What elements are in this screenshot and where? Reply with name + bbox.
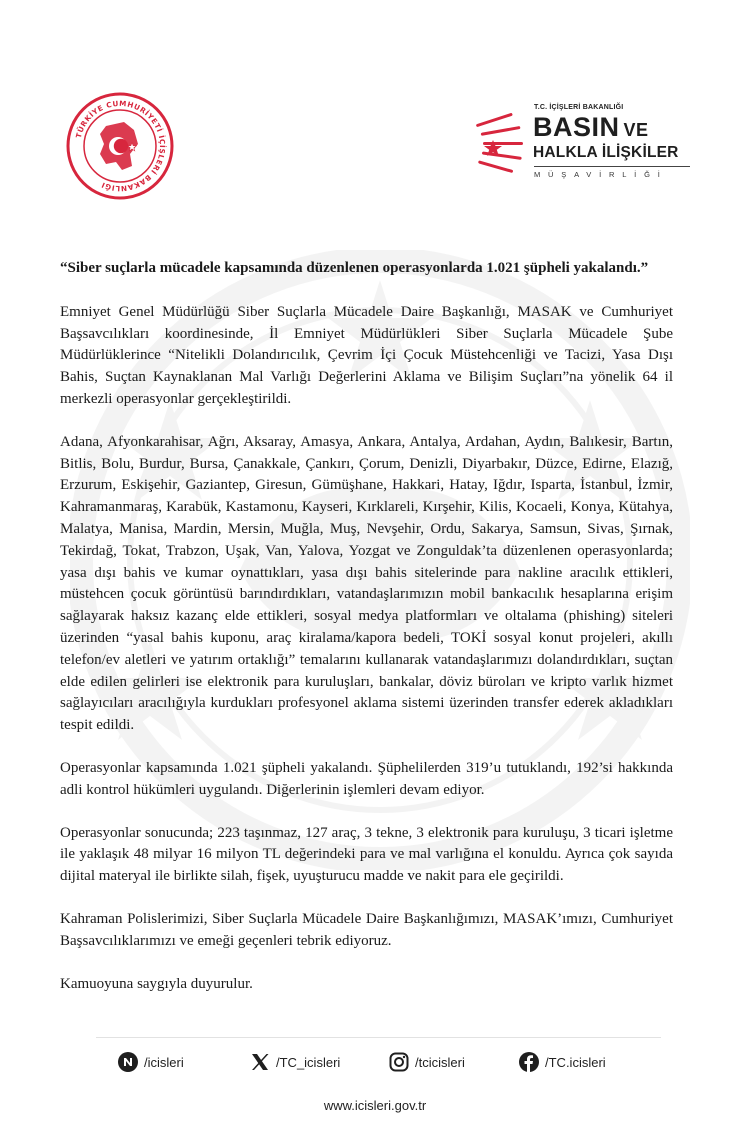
footer-divider (96, 1037, 661, 1038)
brand-title-small: VE (623, 120, 649, 140)
brand-title-line1 (533, 112, 649, 143)
social-link-x[interactable] (250, 1052, 340, 1072)
paragraph-intro: Emniyet Genel Müdürlüğü Siber Suçlarla Mücadele Daire Başkanlığı, MASAK ve Cumhuriyet Başsavcılıkları koordinesinde, İl Emniyet Müdürlükleri Siber Suçlarla Mücadele Şube Müdürlüklerince “Nitelikli Dolandırıcılık, Çevrim İçi Çocuk Müstehcenliği ve Tacizi, Yasa Dışı Bahis, Suçtan Kaynaklanan Mal Varlığı Değerlerini Aklama ve Bilişim Suçları”na yönelik 64 il merkezli operasyonlar gerçekleştirildi. (60, 303, 673, 407)
social-handle-x: /TC_icisleri (276, 1054, 341, 1070)
crescent-star-rays-icon (447, 106, 525, 186)
social-link-nsosyal[interactable] (118, 1052, 184, 1072)
brand-title-line2: HALKLA İLİŞKİLER (533, 144, 679, 161)
brand-title-main: BASIN (533, 112, 620, 142)
paragraph-seizures: Operasyonlar sonucunda; 223 taşınmaz, 127 araç, 3 tekne, 3 elektronik para kuruluşu, 3 ticari işletme ile yaklaşık 48 milyar 16 milyon TL değerindeki para ve mal varlığına el konuldu. Ayrıca çok sayıda dijital materyal ile birlikte silah, fişek, uyuşturucu madde ve nakit para ele geçirildi. (60, 824, 673, 885)
instagram-icon (389, 1052, 409, 1072)
paragraph-congratulations: Kahraman Polislerimizi, Siber Suçlarla Mücadele Daire Başkanlığımızı, MASAK’ımızı, Cumhuriyet Başsavcılıklarımızı ve emeği geçenleri tebrik ediyoruz. (60, 910, 673, 949)
social-links (0, 1052, 750, 1076)
nsosyal-icon (118, 1052, 138, 1072)
paragraph-arrests: Operasyonlar kapsamında 1.021 şüpheli yakalandı. Şüphelilerden 319’u tutuklandı, 192’si hakkında adli kontrol hükümleri uygulandı. Diğerlerinin işlemleri devam ediyor. (60, 759, 673, 798)
paragraph-provinces: Adana, Afyonkarahisar, Ağrı, Aksaray, Amasya, Ankara, Antalya, Ardahan, Aydın, Balıkesir, Bartın, Bitlis, Bolu, Burdur, Bursa, Çanakkale, Çankırı, Çorum, Denizli, Diyarbakır, Düzce, Edirne, Elazığ, Erzurum, Eskişehir, Gaziantep, Giresun, Gümüşhane, Hakkari, Hatay, Iğdır, Isparta, İstanbul, İzmir, Kahramanmaraş, Karabük, Kastamonu, Kayseri, Kırklareli, Kırşehir, Kilis, Kocaeli, Konya, Kütahya, Malatya, Manisa, Mardin, Mersin, Muğla, Muş, Nevşehir, Ordu, Sakarya, Samsun, Sivas, Şırnak, Tekirdağ, Tokat, Trabzon, Uşak, Van, Yalova, Yozgat ve Zonguldak’ta düzenlenen operasyonlarda; yasa dışı bahis ve kumar oynattıkları, yasa dışı bahis sitelerinde para nakline aracılık ettikleri, müstehcen çocuk görüntüsü barındırdıkları, vatandaşlarımızın mobil bankacılık hesaplarına erişim sağlayarak haksız kazanç elde ettikleri, sosyal medya platformları ve oltalama (phishing) siteleri üzerinden “yasal bahis kuponu, araç kiralama/kapora bedeli, TOKİ sosyal konut projeleri, akıllı telefon/ev aletleri ve yatırım ortaklığı” temalarını kullanarak vatandaşlarımızı dolandırdıkları, suçtan elde edilen gelirleri ise elektronik para kuruluşları, bankalar, döviz büroları ve kripto varlık hizmet sağlayıcıları aracılığıyla kurdukları profesyonel aklama sistemi üzerinden transfer ederek akladıkları tespit edildi. (60, 433, 673, 734)
social-link-facebook[interactable] (519, 1052, 606, 1072)
social-handle-nsosyal: /icisleri (144, 1054, 184, 1070)
paragraph-closing: Kamuoyuna saygıyla duyurulur. (60, 975, 253, 992)
social-handle-facebook: /TC.icisleri (545, 1054, 606, 1070)
social-handle-instagram: /tcicisleri (415, 1054, 465, 1070)
facebook-icon (519, 1052, 539, 1072)
website-link[interactable]: www.icisleri.gov.tr (323, 1098, 427, 1113)
press-release-body (60, 258, 673, 1016)
brand-divider (534, 166, 690, 167)
ministry-seal-logo (66, 92, 174, 200)
social-link-instagram[interactable] (389, 1052, 465, 1072)
brand-subtitle: MÜŞAVİRLİĞİ (534, 170, 668, 179)
press-office-logo (447, 104, 707, 190)
svg-text:TÜRKİYE CUMHURİYETİ İÇİŞLERİ B: TÜRKİYE CUMHURİYETİ İÇİŞLERİ BAKANLIĞI (73, 98, 168, 194)
brand-top-line: T.C. İÇİŞLERİ BAKANLIĞI (534, 104, 624, 111)
x-icon (250, 1052, 270, 1072)
press-release-title: “Siber suçlarla mücadele kapsamında düzenlenen operasyonlarda 1.021 şüpheli yakalandı.” (60, 260, 649, 276)
